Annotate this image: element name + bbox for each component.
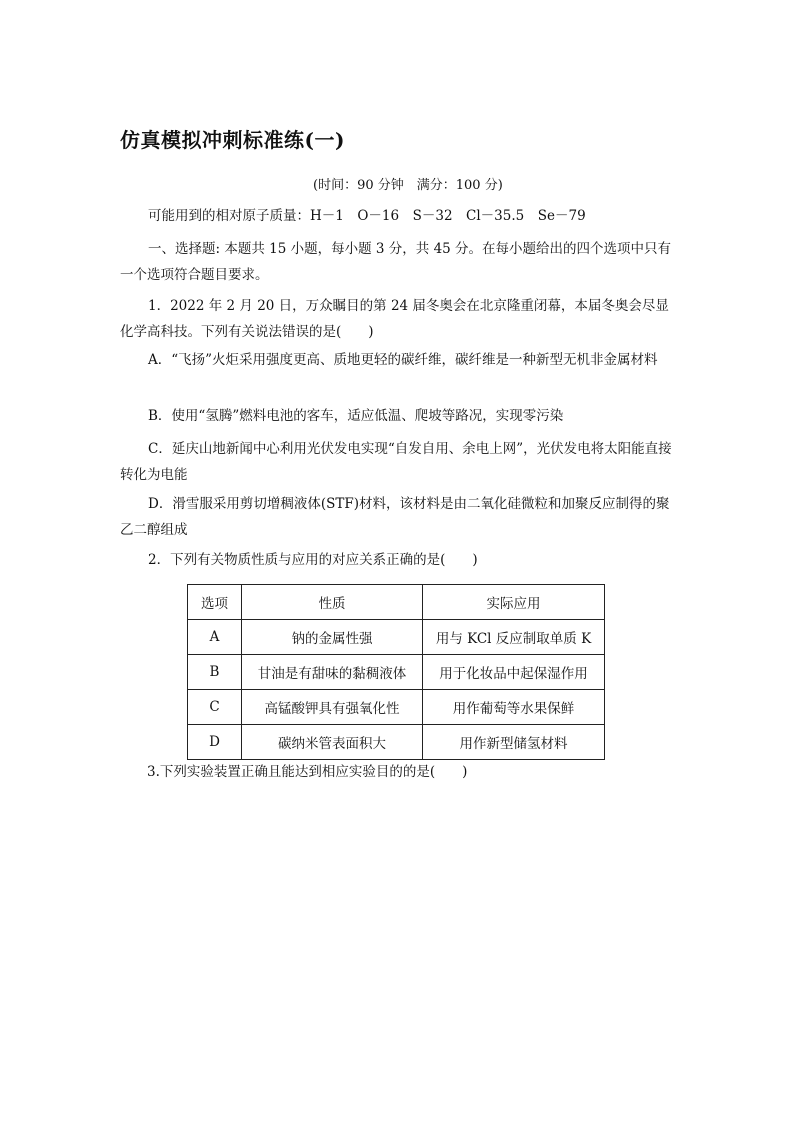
table-cell: B: [188, 655, 242, 690]
question-1-option-c: C．延庆山地新闻中心利用光伏发电实现“自发自用、余电上网”，光伏发电将太阳能直接转化为电能: [120, 441, 672, 483]
question-1-option-a: A．“飞扬”火炬采用强度更高、质地更轻的碳纤维，碳纤维是一种新型无机非金属材料: [148, 352, 658, 368]
table-cell: A: [188, 620, 242, 655]
page-title: 仿真模拟冲刺标准练(一): [120, 128, 345, 152]
time-info: (时间：90 分钟 满分：100 分): [313, 178, 503, 193]
table-header-cell: 性质: [242, 585, 423, 620]
table-cell: D: [188, 725, 242, 760]
question-1-stem: 1．2022 年 2 月 20 日，万众瞩目的第 24 届冬奥会在北京隆重闭幕，本届冬奥会尽显化学高科技。下列有关说法错误的是( ): [120, 298, 669, 340]
table-header-row: [188, 585, 605, 620]
table-row: [188, 690, 605, 725]
question-2-table: [187, 584, 605, 760]
question-3-stem: 3.下列实验装置正确且能达到相应实验目的的是( ): [147, 764, 468, 780]
table-cell: 甘油是有甜味的黏稠液体: [242, 655, 423, 690]
table-cell: C: [188, 690, 242, 725]
table-header-cell: 选项: [188, 585, 242, 620]
table-row: [188, 655, 605, 690]
table-cell: 用作新型储氢材料: [423, 725, 605, 760]
table-cell: 用与 KCl 反应制取单质 K: [423, 620, 605, 655]
atomic-masses: 可能用到的相对原子质量：H－1 O－16 S－32 Cl－35.5 Se－79: [148, 208, 586, 224]
question-1-option-b: B．使用“氢腾”燃料电池的客车，适应低温、爬坡等路况，实现零污染: [148, 408, 564, 424]
table-cell: 钠的金属性强: [242, 620, 423, 655]
table-cell: 用作葡萄等水果保鲜: [423, 690, 605, 725]
section-intro: 一、选择题: 本题共 15 小题，每小题 3 分，共 45 分。在每小题给出的四个选项中只有一个选项符合题目要求。: [120, 241, 672, 283]
table-cell: 用于化妆品中起保湿作用: [423, 655, 605, 690]
question-1-option-d: D．滑雪服采用剪切增稠液体(STF)材料，该材料是由二氧化硅微粒和加聚反应制得的聚乙二醇组成: [120, 496, 670, 538]
table-row: [188, 725, 605, 760]
table-cell: 高锰酸钾具有强氧化性: [242, 690, 423, 725]
table-cell: 碳纳米管表面积大: [242, 725, 423, 760]
question-2-stem: 2．下列有关物质性质与应用的对应关系正确的是( ): [148, 552, 478, 568]
table-row: [188, 620, 605, 655]
table-header-cell: 实际应用: [423, 585, 605, 620]
